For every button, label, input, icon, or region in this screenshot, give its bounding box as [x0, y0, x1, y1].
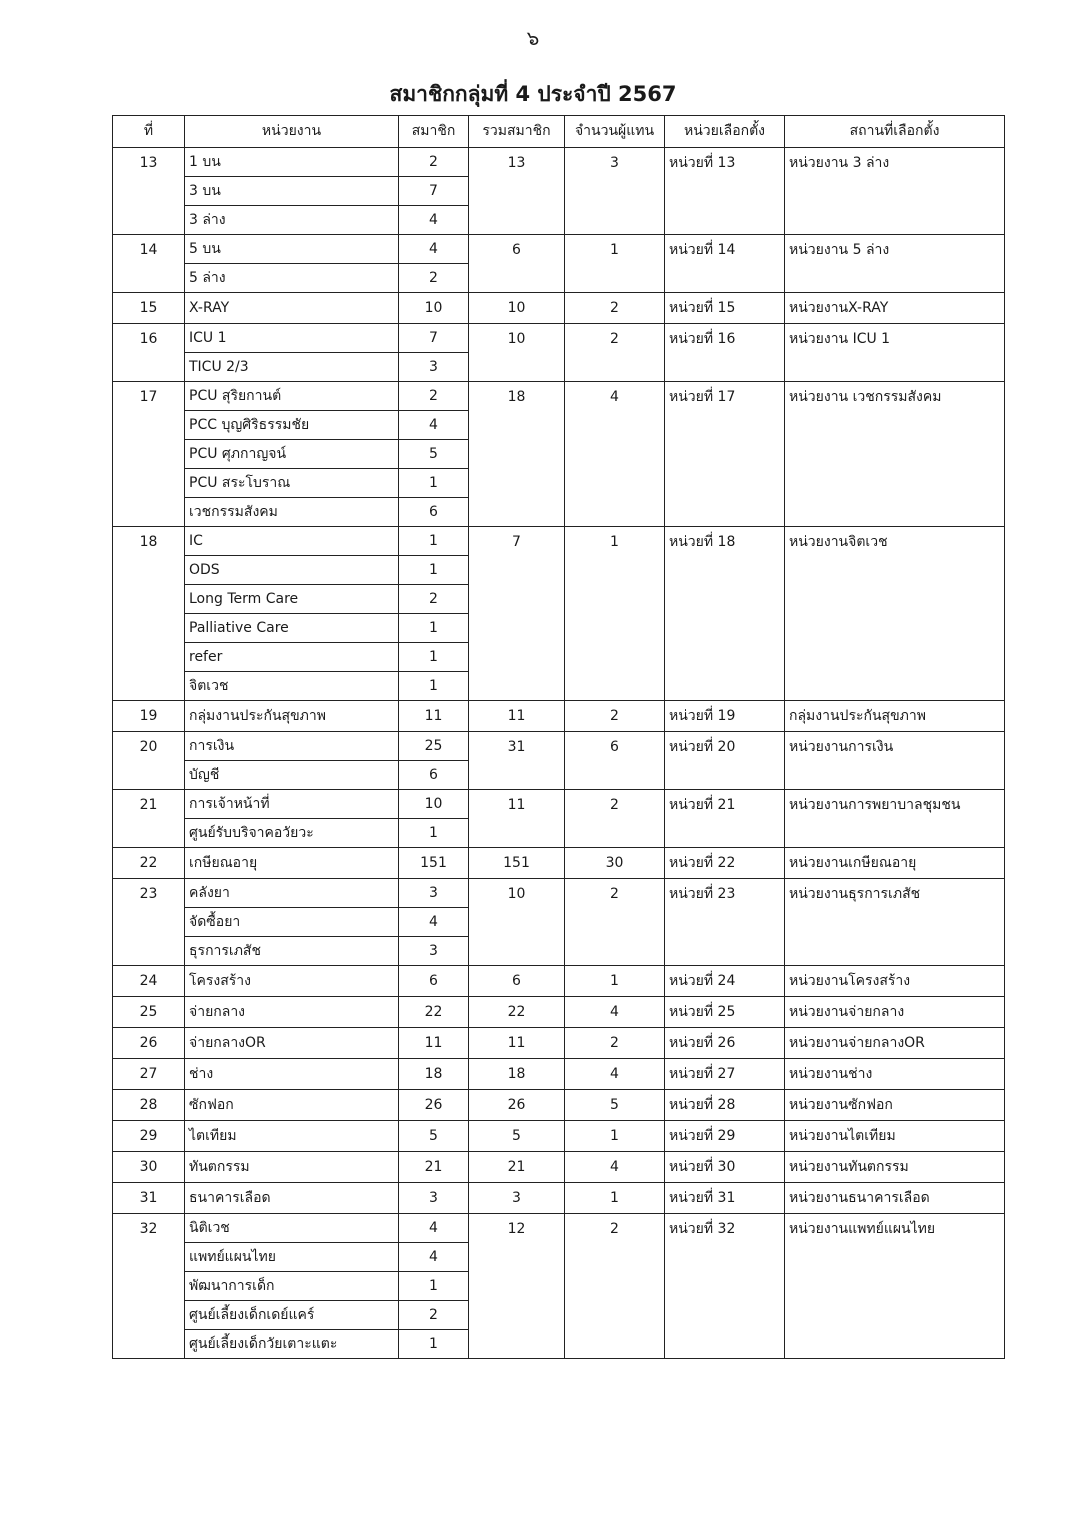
group-representatives: 4 [565, 1152, 665, 1183]
department-members: 4 [399, 1243, 469, 1272]
department-members: 1 [399, 614, 469, 643]
header-no: ที่ [113, 116, 185, 148]
table-row [113, 997, 1005, 1028]
group-voting-place: หน่วยงานธนาคารเลือด [785, 1183, 1005, 1214]
group-total-members: 5 [469, 1121, 565, 1152]
department-members: 2 [399, 585, 469, 614]
group-voting-unit: หน่วยที่ 23 [665, 879, 785, 966]
group-total-members: 18 [469, 1059, 565, 1090]
group-representatives: 30 [565, 848, 665, 879]
department-members: 1 [399, 1330, 469, 1359]
group-total-members: 18 [469, 382, 565, 527]
group-voting-unit: หน่วยที่ 18 [665, 527, 785, 701]
group-number: 15 [113, 293, 185, 324]
group-voting-unit: หน่วยที่ 24 [665, 966, 785, 997]
group-total-members: 10 [469, 293, 565, 324]
group-voting-unit: หน่วยที่ 29 [665, 1121, 785, 1152]
group-representatives: 1 [565, 527, 665, 701]
department-name: 1 บน [185, 148, 399, 177]
header-total-members: รวมสมาชิก [469, 116, 565, 148]
group-voting-place: หน่วยงาน 3 ล่าง [785, 148, 1005, 235]
group-representatives: 2 [565, 1028, 665, 1059]
group-representatives: 1 [565, 235, 665, 293]
group-number: 21 [113, 790, 185, 848]
group-number: 32 [113, 1214, 185, 1359]
group-voting-place: หน่วยงานจ่ายกลาง [785, 997, 1005, 1028]
department-name: PCU สุริยกานต์ [185, 382, 399, 411]
group-voting-unit: หน่วยที่ 30 [665, 1152, 785, 1183]
group-voting-place: หน่วยงานซักฟอก [785, 1090, 1005, 1121]
department-members: 2 [399, 1301, 469, 1330]
department-members: 1 [399, 643, 469, 672]
group-number: 18 [113, 527, 185, 701]
group-total-members: 6 [469, 235, 565, 293]
department-members: 1 [399, 672, 469, 701]
department-members: 4 [399, 206, 469, 235]
table-row [113, 324, 1005, 353]
department-name: โครงสร้าง [185, 966, 399, 997]
table-row [113, 790, 1005, 819]
group-number: 14 [113, 235, 185, 293]
department-name: ODS [185, 556, 399, 585]
header-voting-unit: หน่วยเลือกตั้ง [665, 116, 785, 148]
department-members: 3 [399, 1183, 469, 1214]
group-representatives: 4 [565, 382, 665, 527]
department-name: PCC บุญศิริธรรมชัย [185, 411, 399, 440]
table-row [113, 1214, 1005, 1243]
table-row [113, 879, 1005, 908]
group-number: 13 [113, 148, 185, 235]
group-voting-unit: หน่วยที่ 17 [665, 382, 785, 527]
department-name: ธนาคารเลือด [185, 1183, 399, 1214]
group-number: 19 [113, 701, 185, 732]
table-row [113, 1028, 1005, 1059]
department-name: IC [185, 527, 399, 556]
group-voting-place: หน่วยงานช่าง [785, 1059, 1005, 1090]
page-number: ๖ [526, 26, 540, 50]
group-total-members: 11 [469, 1028, 565, 1059]
group-voting-place: หน่วยงานธุรการเภสัช [785, 879, 1005, 966]
group-total-members: 6 [469, 966, 565, 997]
group-representatives: 2 [565, 293, 665, 324]
table-body [113, 148, 1005, 1359]
department-members: 6 [399, 761, 469, 790]
department-name: การเงิน [185, 732, 399, 761]
group-voting-unit: หน่วยที่ 26 [665, 1028, 785, 1059]
header-department: หน่วยงาน [185, 116, 399, 148]
department-name: นิติเวช [185, 1214, 399, 1243]
table-row [113, 1090, 1005, 1121]
department-members: 4 [399, 235, 469, 264]
department-name: refer [185, 643, 399, 672]
group-voting-place: หน่วยงานไตเทียม [785, 1121, 1005, 1152]
group-representatives: 2 [565, 1214, 665, 1359]
department-name: PCU สระโบราณ [185, 469, 399, 498]
group-number: 25 [113, 997, 185, 1028]
group-total-members: 13 [469, 148, 565, 235]
department-members: 2 [399, 148, 469, 177]
group-representatives: 1 [565, 966, 665, 997]
department-name: 3 บน [185, 177, 399, 206]
department-name: ศูนย์เลี้ยงเด็กเดย์แคร์ [185, 1301, 399, 1330]
table-row [113, 966, 1005, 997]
group-voting-place: หน่วยงานX-RAY [785, 293, 1005, 324]
group-voting-unit: หน่วยที่ 22 [665, 848, 785, 879]
department-members: 3 [399, 879, 469, 908]
table-row [113, 701, 1005, 732]
table-row [113, 732, 1005, 761]
group-voting-unit: หน่วยที่ 25 [665, 997, 785, 1028]
department-name: แพทย์แผนไทย [185, 1243, 399, 1272]
table-row [113, 1121, 1005, 1152]
group-number: 24 [113, 966, 185, 997]
department-members: 6 [399, 498, 469, 527]
group-number: 31 [113, 1183, 185, 1214]
group-voting-place: กลุ่มงานประกันสุขภาพ [785, 701, 1005, 732]
department-name: เกษียณอายุ [185, 848, 399, 879]
group-voting-place: หน่วยงานแพทย์แผนไทย [785, 1214, 1005, 1359]
department-name: 5 บน [185, 235, 399, 264]
table-row [113, 235, 1005, 264]
group-representatives: 4 [565, 997, 665, 1028]
group-voting-place: หน่วยงานทันตกรรม [785, 1152, 1005, 1183]
department-members: 1 [399, 819, 469, 848]
department-name: พัฒนาการเด็ก [185, 1272, 399, 1301]
department-members: 4 [399, 411, 469, 440]
group-voting-place: หน่วยงานการพยาบาลชุมชน [785, 790, 1005, 848]
department-members: 1 [399, 556, 469, 585]
department-name: 5 ล่าง [185, 264, 399, 293]
group-representatives: 3 [565, 148, 665, 235]
department-members: 10 [399, 790, 469, 819]
department-members: 4 [399, 908, 469, 937]
department-name: Long Term Care [185, 585, 399, 614]
group-representatives: 2 [565, 324, 665, 382]
table-row [113, 148, 1005, 177]
members-table-container [112, 115, 1004, 1359]
group-total-members: 11 [469, 790, 565, 848]
department-name: จิตเวช [185, 672, 399, 701]
group-representatives: 2 [565, 790, 665, 848]
department-members: 21 [399, 1152, 469, 1183]
header-representatives: จำนวนผู้แทน [565, 116, 665, 148]
group-voting-unit: หน่วยที่ 20 [665, 732, 785, 790]
department-name: TICU 2/3 [185, 353, 399, 382]
group-number: 20 [113, 732, 185, 790]
header-members: สมาชิก [399, 116, 469, 148]
department-members: 3 [399, 937, 469, 966]
department-name: ICU 1 [185, 324, 399, 353]
department-name: ศูนย์เลี้ยงเด็กวัยเตาะแตะ [185, 1330, 399, 1359]
group-representatives: 2 [565, 879, 665, 966]
group-total-members: 12 [469, 1214, 565, 1359]
group-voting-unit: หน่วยที่ 19 [665, 701, 785, 732]
department-name: ทันตกรรม [185, 1152, 399, 1183]
department-members: 11 [399, 701, 469, 732]
department-members: 25 [399, 732, 469, 761]
group-voting-place: หน่วยงานเกษียณอายุ [785, 848, 1005, 879]
department-members: 6 [399, 966, 469, 997]
group-voting-unit: หน่วยที่ 14 [665, 235, 785, 293]
group-total-members: 151 [469, 848, 565, 879]
department-members: 1 [399, 527, 469, 556]
department-name: จ่ายกลางOR [185, 1028, 399, 1059]
table-row [113, 527, 1005, 556]
document-title: สมาชิกกลุ่มที่ 4 ประจำปี 2567 [389, 82, 677, 106]
group-voting-place: หน่วยงาน เวชกรรมสังคม [785, 382, 1005, 527]
department-members: 4 [399, 1214, 469, 1243]
department-name: ศูนย์รับบริจาคอวัยวะ [185, 819, 399, 848]
group-representatives: 5 [565, 1090, 665, 1121]
department-name: เวชกรรมสังคม [185, 498, 399, 527]
table-header [113, 116, 1005, 148]
group-voting-place: หน่วยงานโครงสร้าง [785, 966, 1005, 997]
group-voting-unit: หน่วยที่ 31 [665, 1183, 785, 1214]
department-name: Palliative Care [185, 614, 399, 643]
group-voting-unit: หน่วยที่ 28 [665, 1090, 785, 1121]
department-name: PCU ศุภกาญจน์ [185, 440, 399, 469]
group-representatives: 2 [565, 701, 665, 732]
department-name: X-RAY [185, 293, 399, 324]
group-representatives: 4 [565, 1059, 665, 1090]
department-members: 2 [399, 382, 469, 411]
department-members: 3 [399, 353, 469, 382]
department-name: บัญชี [185, 761, 399, 790]
members-table [112, 115, 1005, 1359]
department-members: 7 [399, 324, 469, 353]
department-members: 7 [399, 177, 469, 206]
group-total-members: 22 [469, 997, 565, 1028]
group-total-members: 26 [469, 1090, 565, 1121]
group-voting-place: หน่วยงานจิตเวช [785, 527, 1005, 701]
group-total-members: 21 [469, 1152, 565, 1183]
group-total-members: 11 [469, 701, 565, 732]
department-name: กลุ่มงานประกันสุขภาพ [185, 701, 399, 732]
group-voting-place: หน่วยงานการเงิน [785, 732, 1005, 790]
department-members: 5 [399, 440, 469, 469]
department-name: ไตเทียม [185, 1121, 399, 1152]
department-name: จ่ายกลาง [185, 997, 399, 1028]
table-row [113, 1152, 1005, 1183]
group-number: 28 [113, 1090, 185, 1121]
department-name: ช่าง [185, 1059, 399, 1090]
group-number: 16 [113, 324, 185, 382]
group-voting-place: หน่วยงานจ่ายกลางOR [785, 1028, 1005, 1059]
department-members: 11 [399, 1028, 469, 1059]
department-members: 1 [399, 469, 469, 498]
group-number: 22 [113, 848, 185, 879]
department-name: จัดซื้อยา [185, 908, 399, 937]
group-total-members: 10 [469, 324, 565, 382]
table-row [113, 1183, 1005, 1214]
group-number: 30 [113, 1152, 185, 1183]
table-row [113, 382, 1005, 411]
group-voting-unit: หน่วยที่ 15 [665, 293, 785, 324]
group-voting-place: หน่วยงาน ICU 1 [785, 324, 1005, 382]
department-name: คลังยา [185, 879, 399, 908]
group-total-members: 31 [469, 732, 565, 790]
group-representatives: 6 [565, 732, 665, 790]
department-members: 151 [399, 848, 469, 879]
group-voting-unit: หน่วยที่ 13 [665, 148, 785, 235]
group-number: 29 [113, 1121, 185, 1152]
group-number: 17 [113, 382, 185, 527]
group-voting-unit: หน่วยที่ 16 [665, 324, 785, 382]
header-voting-place: สถานที่เลือกตั้ง [785, 116, 1005, 148]
group-voting-place: หน่วยงาน 5 ล่าง [785, 235, 1005, 293]
department-members: 1 [399, 1272, 469, 1301]
group-number: 27 [113, 1059, 185, 1090]
department-members: 2 [399, 264, 469, 293]
group-total-members: 7 [469, 527, 565, 701]
group-total-members: 10 [469, 879, 565, 966]
group-voting-unit: หน่วยที่ 21 [665, 790, 785, 848]
table-row [113, 293, 1005, 324]
group-voting-unit: หน่วยที่ 27 [665, 1059, 785, 1090]
table-row [113, 848, 1005, 879]
department-name: การเจ้าหน้าที่ [185, 790, 399, 819]
group-total-members: 3 [469, 1183, 565, 1214]
department-name: 3 ล่าง [185, 206, 399, 235]
group-representatives: 1 [565, 1183, 665, 1214]
table-row [113, 1059, 1005, 1090]
department-members: 18 [399, 1059, 469, 1090]
group-number: 23 [113, 879, 185, 966]
department-members: 10 [399, 293, 469, 324]
department-members: 22 [399, 997, 469, 1028]
header-row [113, 116, 1005, 148]
group-representatives: 1 [565, 1121, 665, 1152]
group-voting-unit: หน่วยที่ 32 [665, 1214, 785, 1359]
department-name: ซักฟอก [185, 1090, 399, 1121]
department-members: 26 [399, 1090, 469, 1121]
department-members: 5 [399, 1121, 469, 1152]
group-number: 26 [113, 1028, 185, 1059]
department-name: ธุรการเภสัช [185, 937, 399, 966]
